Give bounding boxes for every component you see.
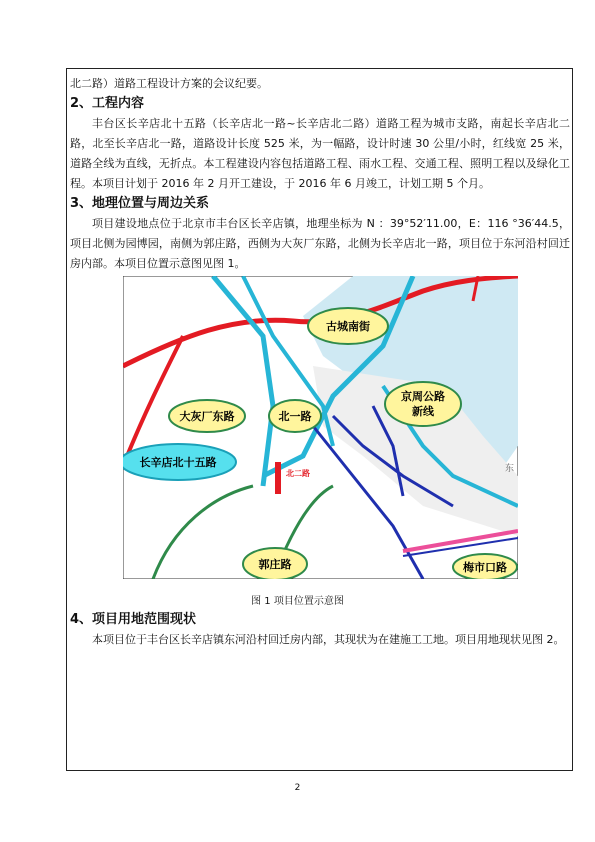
label-beiyi: 北一路 (278, 410, 312, 423)
project-road-marker (275, 462, 281, 494)
section4-heading: 4、项目用地范围现状 (70, 612, 197, 627)
label-jingzhou: 京周公路 (401, 390, 445, 403)
section3-heading: 3、地理位置与周边关系 (70, 196, 210, 211)
section2-heading: 2、工程内容 (70, 96, 145, 111)
label-meishi: 梅市口路 (463, 561, 507, 574)
label-bubble-jingzhou (385, 382, 461, 426)
label-gucheng: 古城南街 (326, 320, 370, 333)
location-map (123, 276, 518, 579)
label-dahui: 大灰厂东路 (179, 410, 235, 423)
label-project: 长辛店北十五路 (139, 456, 217, 469)
section3-body: 项目建设地点位于北京市丰台区长辛店镇，地理坐标为 N ：39°52′11.00，E：116 °36′44.5，项目北侧为园博园，南侧为郭庄路，西侧为大灰厂东路，北侧为长辛店北一路，项目位于东河沿村回迁房内部。本项目位置示意图见图 1。 (70, 217, 570, 270)
intro-line: 北二路）道路工程设计方案的会议纪要。 (70, 77, 268, 90)
label-beier: 北二路 (286, 469, 310, 478)
page-number: 2 (294, 783, 301, 793)
section4-body: 本项目位于丰台区长辛店镇东河沿村回迁房内部，其现状为在建施工工地。项目用地现状见图 2。 (92, 633, 565, 646)
section2-body: 丰台区长辛店北十五路（长辛店北一路~长辛店北二路）道路工程为城市支路，南起长辛店北二路，北至长辛店北一路，道路设计长度 525 米，为一幅路，设计时速 30 公里/小时，红线宽 25 米，道路全线为直线，无折点。本工程建设内容包括道路工程、雨水工程、交通工程、照明工程以及绿化工程。本项目计划于 2016 年 2 月开工建设，于 2016 年 6 月竣工，计划工期 5 个月。 (70, 117, 570, 190)
label-jingzhou-2: 新线 (412, 405, 434, 418)
figure-caption: 图 1 项目位置示意图 (251, 596, 344, 607)
label-dong: 东 (505, 464, 515, 474)
label-guozhuang: 郭庄路 (258, 558, 292, 571)
